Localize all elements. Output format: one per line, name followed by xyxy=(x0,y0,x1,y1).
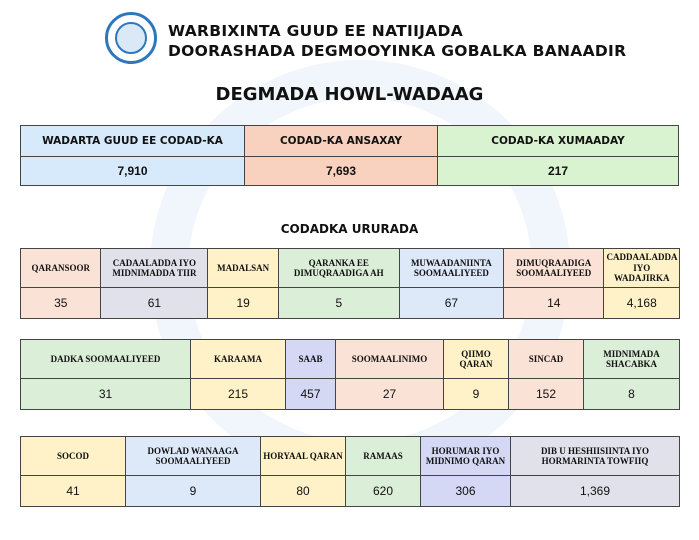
party-votes: 5 xyxy=(278,288,399,319)
summary-header-valid: CODAD-KA ANSAXAY xyxy=(245,126,438,157)
party-header: CADDAALADDA IYO WADAJIRKA xyxy=(604,249,680,288)
party-votes: 80 xyxy=(261,476,346,507)
party-votes: 14 xyxy=(504,288,604,319)
party-header: QARANSOOR xyxy=(21,249,101,288)
summary-value-valid: 7,693 xyxy=(245,157,438,186)
party-header: DOWLAD WANAAGA SOOMAALIYEED xyxy=(126,437,261,476)
party-header: MIDNIMADA SHACABKA xyxy=(584,340,680,379)
party-votes: 61 xyxy=(101,288,208,319)
party-header: RAMAAS xyxy=(346,437,421,476)
party-votes: 152 xyxy=(509,379,584,410)
party-votes: 457 xyxy=(286,379,336,410)
party-header: HORUMAR IYO MIDNIMO QARAN xyxy=(421,437,511,476)
party-header: KARAAMA xyxy=(191,340,286,379)
report-title-line1: WARBIXINTA GUUD EE NATIIJADA xyxy=(168,22,463,40)
party-votes: 35 xyxy=(21,288,101,319)
party-header: MUWAADANIINTA SOOMAALIYEED xyxy=(399,249,503,288)
party-header: SINCAD xyxy=(509,340,584,379)
party-header: HORYAAL QARAN xyxy=(261,437,346,476)
party-votes: 306 xyxy=(421,476,511,507)
district-title: DEGMADA HOWL-WADAAG xyxy=(215,84,484,105)
party-header: DADKA SOOMAALIYEED xyxy=(21,340,191,379)
party-header: SAAB xyxy=(286,340,336,379)
party-votes: 8 xyxy=(584,379,680,410)
party-votes: 27 xyxy=(336,379,444,410)
party-votes: 19 xyxy=(208,288,279,319)
party-votes: 620 xyxy=(346,476,421,507)
party-votes: 9 xyxy=(126,476,261,507)
report-title-line2: DOORASHADA DEGMOOYINKA GOBALKA BANAADIR xyxy=(168,42,627,60)
party-header: MADALSAN xyxy=(208,249,279,288)
party-table-3 xyxy=(20,436,680,507)
party-header: SOOMAALINIMO xyxy=(336,340,444,379)
party-votes: 4,168 xyxy=(604,288,680,319)
party-header: QIIMO QARAN xyxy=(444,340,509,379)
party-votes: 1,369 xyxy=(511,476,680,507)
party-header: DIMUQRAADIGA SOOMAALIYEED xyxy=(504,249,604,288)
party-votes: 41 xyxy=(21,476,126,507)
party-votes: 9 xyxy=(444,379,509,410)
party-header: QARANKA EE DIMUQRAADIGA AH xyxy=(278,249,399,288)
party-header: DIB U HESHIISIINTA IYO HORMARINTA TOWFIIQ xyxy=(511,437,680,476)
party-votes: 215 xyxy=(191,379,286,410)
summary-header-total: WADARTA GUUD EE CODAD-KA xyxy=(21,126,245,157)
party-header: CADAALADDA IYO MIDNIMADDA TIIR xyxy=(101,249,208,288)
party-table-2 xyxy=(20,339,680,410)
party-votes: 31 xyxy=(21,379,191,410)
party-votes: 67 xyxy=(399,288,503,319)
party-header: SOCOD xyxy=(21,437,126,476)
section-title: CODADKA URURADA xyxy=(280,222,419,236)
party-table-1 xyxy=(20,248,680,319)
logo-icon xyxy=(105,12,157,64)
summary-value-total: 7,910 xyxy=(21,157,245,186)
summary-table xyxy=(20,125,679,186)
summary-header-invalid: CODAD-KA XUMAADAY xyxy=(438,126,679,157)
summary-value-invalid: 217 xyxy=(438,157,679,186)
